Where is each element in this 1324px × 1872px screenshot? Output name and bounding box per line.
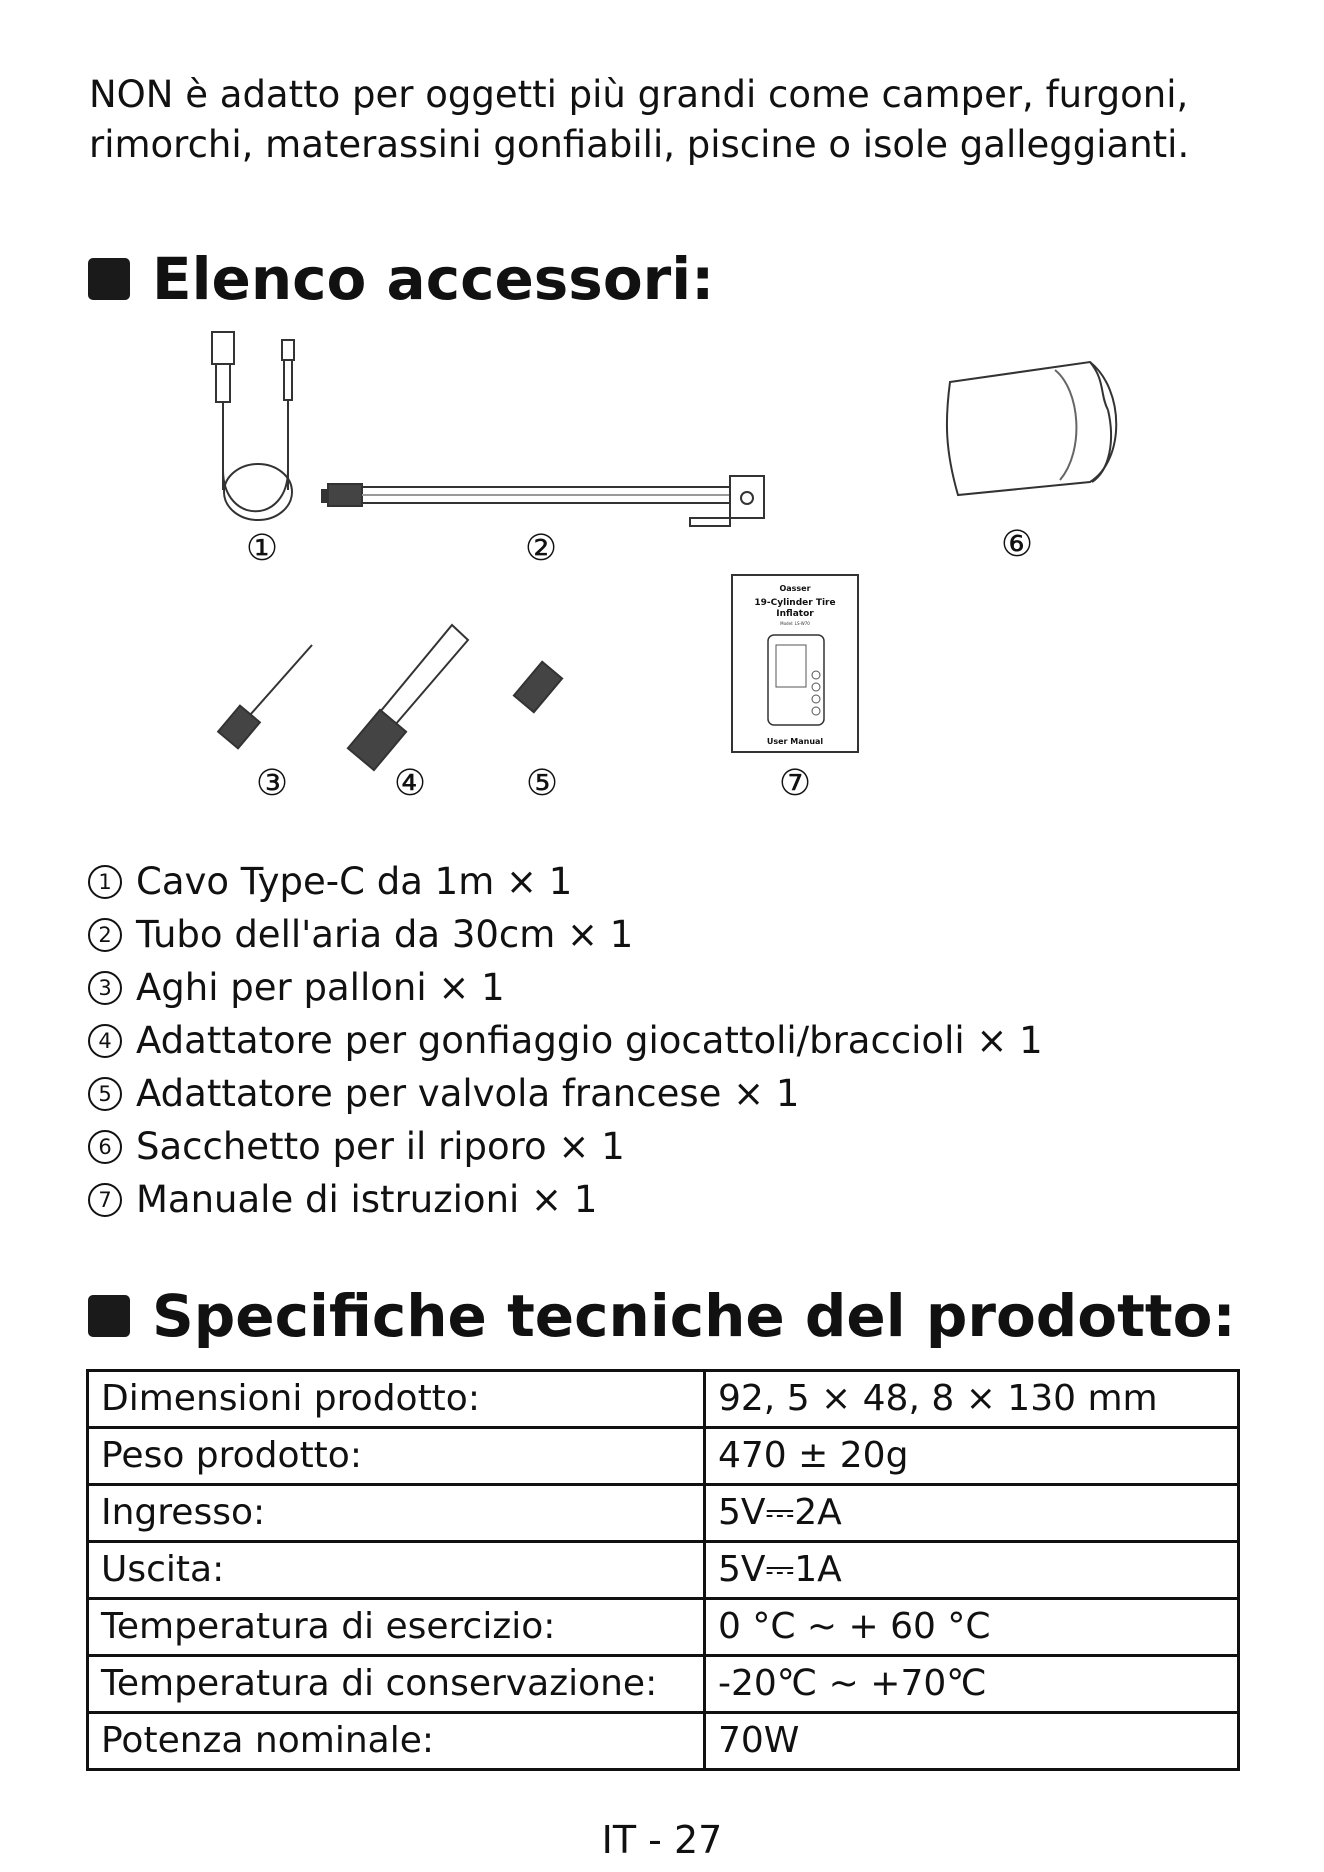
spec-key: Peso prodotto: (88, 1428, 705, 1485)
item-label: Cavo Type-C da 1m × 1 (136, 860, 573, 903)
spec-key: Potenza nominale: (88, 1713, 705, 1770)
specs-table (86, 1369, 1240, 1771)
presta-adapter-illustration (514, 662, 562, 712)
item-label: Aghi per palloni × 1 (136, 966, 505, 1009)
intro-paragraph: NON è adatto per oggetti più grandi come camper, furgoni, rimorchi, materassini gonfiabili, piscine o isole galleggianti. (89, 73, 1190, 166)
manual-brand: Oasser (779, 584, 811, 593)
usb-cable-illustration (212, 332, 294, 520)
table-row (88, 1713, 1239, 1770)
list-item (88, 1120, 1043, 1173)
list-item (88, 1014, 1043, 1067)
figure-number-6: ⑥ (1000, 524, 1034, 565)
table-row (88, 1371, 1239, 1428)
heading-bullet-icon (88, 258, 130, 300)
item-label: Sacchetto per il riporo × 1 (136, 1125, 625, 1168)
spec-value: 5V⎓2A (705, 1485, 1239, 1542)
figure-number-4: ④ (393, 763, 427, 804)
table-row (88, 1599, 1239, 1656)
spec-value: 92, 5 × 48, 8 × 130 mm (705, 1371, 1239, 1428)
toy-adapter-illustration (348, 625, 468, 770)
item-number-badge: 5 (88, 1077, 122, 1111)
item-number-badge: 2 (88, 918, 122, 952)
item-label: Adattatore per valvola francese × 1 (136, 1072, 800, 1115)
storage-bag-illustration (947, 362, 1116, 495)
item-number-badge: 6 (88, 1130, 122, 1164)
manual-model: Model: LS-W70 (780, 621, 810, 626)
air-hose-illustration (322, 476, 764, 526)
spec-key: Dimensioni prodotto: (88, 1371, 705, 1428)
list-item (88, 908, 1043, 961)
figure-number-5: ⑤ (525, 763, 559, 804)
accessories-heading (88, 245, 714, 313)
manual-title-line1: 19-Cylinder Tire (754, 598, 836, 608)
item-label: Tubo dell'aria da 30cm × 1 (136, 913, 634, 956)
spec-key: Temperatura di conservazione: (88, 1656, 705, 1713)
table-row (88, 1428, 1239, 1485)
spec-key: Ingresso: (88, 1485, 705, 1542)
item-number-badge: 7 (88, 1183, 122, 1217)
spec-value: 470 ± 20g (705, 1428, 1239, 1485)
spec-value: -20℃ ~ +70℃ (705, 1656, 1239, 1713)
heading-bullet-icon (88, 1295, 130, 1337)
table-row (88, 1542, 1239, 1599)
table-row (88, 1656, 1239, 1713)
accessories-illustration (0, 320, 1324, 820)
item-number-badge: 3 (88, 971, 122, 1005)
table-row (88, 1485, 1239, 1542)
accessories-title: Elenco accessori: (152, 245, 715, 313)
accessories-list (88, 855, 1043, 1226)
spec-key: Temperatura di esercizio: (88, 1599, 705, 1656)
spec-value: 5V⎓1A (705, 1542, 1239, 1599)
list-item (88, 855, 1043, 908)
manual-title-line2: Inflator (776, 609, 814, 619)
figure-number-3: ③ (255, 763, 289, 804)
list-item (88, 1067, 1043, 1120)
spec-value: 70W (705, 1713, 1239, 1770)
item-number-badge: 1 (88, 865, 122, 899)
specs-title: Specifiche tecniche del prodotto: (152, 1282, 1236, 1350)
figure-number-7: ⑦ (778, 763, 812, 804)
accessories-figure-svg (0, 320, 1324, 820)
page-number: IT - 27 (601, 1818, 723, 1862)
list-item (88, 961, 1043, 1014)
item-label: Manuale di istruzioni × 1 (136, 1178, 598, 1221)
spec-value: 0 °C ~ + 60 °C (705, 1599, 1239, 1656)
item-number-badge: 4 (88, 1024, 122, 1058)
specs-heading (88, 1282, 1236, 1350)
figure-number-1: ① (245, 528, 279, 569)
figure-number-2: ② (524, 528, 558, 569)
manual-footer: User Manual (766, 737, 824, 746)
list-item (88, 1173, 1043, 1226)
ball-needle-illustration (218, 645, 312, 748)
user-manual-illustration (732, 575, 858, 752)
spec-key: Uscita: (88, 1542, 705, 1599)
item-label: Adattatore per gonfiaggio giocattoli/braccioli × 1 (136, 1019, 1043, 1062)
